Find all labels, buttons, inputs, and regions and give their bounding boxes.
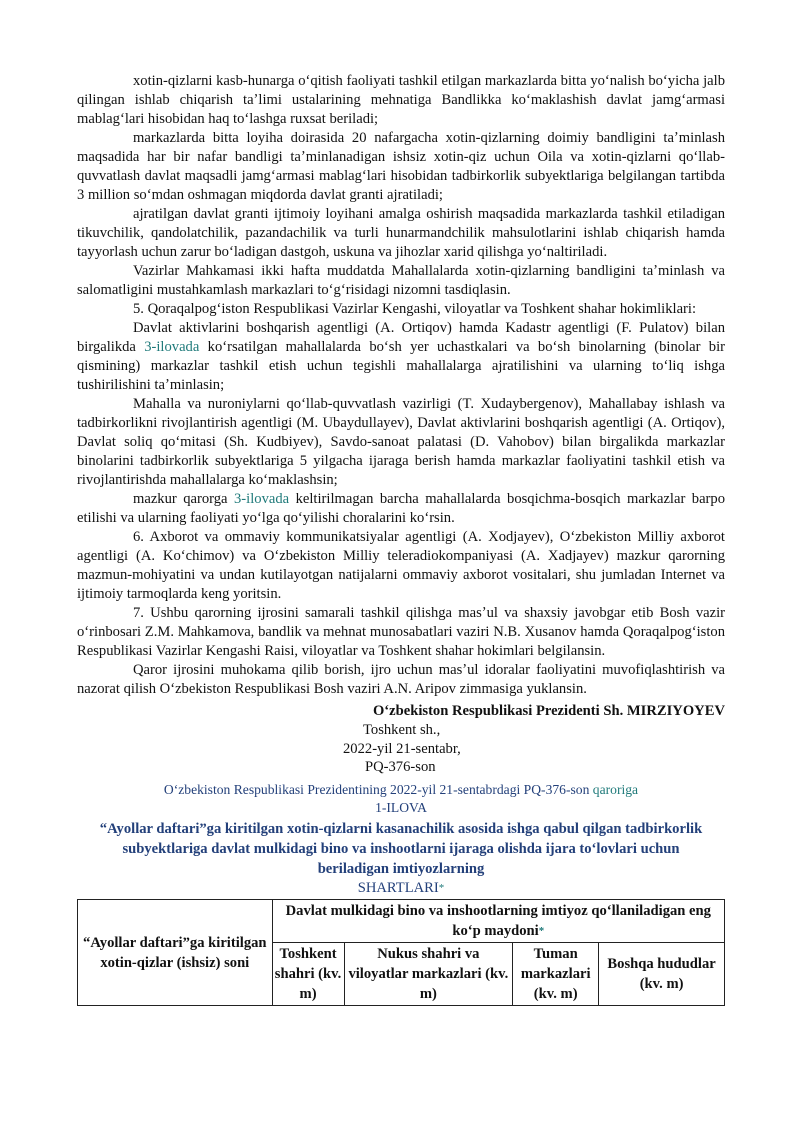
column-header-district-centers: Tuman markazlari (kv. m): [513, 943, 599, 1006]
signature-date: 2022-yil 21-sentabr,: [343, 740, 461, 757]
paragraph: [77, 490, 725, 528]
paragraph: Mahalla va nuroniylarni qoʻllab-quvvatlash vazirligi (T. Xudaybergenov), Mahallabay ishlash va tadbirkorlikni rivojlantirish agentligi (M. Ubaydullayev), Davlat aktivlarini boshqarish agentligi (A. Ortiqov), Davlat soliq qoʻmitasi (Sh. Kudbiyev), Savdo-sanoat palatasi (D. Vahobov) bilan birgalikda markazlar binolarini tadbirkorlik subyektlariga 5 yilgacha ijaraga berish hamda markazlar faoliyatini tashkil etish va rivojlantirishda mahallalarga koʻmaklashsin;: [77, 396, 725, 488]
text: koʻrsatilgan mahallalarda boʻsh yer uchastkalari va boʻsh binolarning (binolar bir qismining) markazlar tashkil etish uchun tegishli mahallalarga ajratilishini va ularning toʻliq ishga tushirilishini taʼminlasin;: [77, 339, 725, 393]
paragraph-item-5: 5. Qoraqalpogʻiston Respublikasi Vazirlar Kengashi, viloyatlar va Toshkent shahar hokimliklari:: [133, 301, 697, 317]
paragraph: markazlarda bitta loyiha doirasida 20 nafargacha xotin-qizlarning doimiy bandligini taʼminlash maqsadida har bir nafar bandligi taʼminlanadigan ishsiz xotin-qiz uchun Oila va xotin-qizlarni qoʻllab-quvvatlash davlat maqsadli jamgʻarmasi mablagʻlari hisobidan tadbirkorlik subyektlariga belgilangan tartibda 3 million soʻmdan oshmagan miqdorda davlat granti ajratiladi;: [77, 130, 725, 203]
text: Davlat aktivlarini boshqarish agentligi (A. Ortiqov) hamda Kadastr agentligi (F. Pulatov) bilan birgalikda: [77, 320, 725, 355]
annex-3-link[interactable]: 3-ilovada: [234, 491, 290, 507]
annex-3-link[interactable]: 3-ilovada: [144, 339, 200, 355]
terms-table: [77, 899, 725, 1006]
column-header-nukus-regions: Nukus shahri va viloyatlar markazlari (kv. m): [344, 943, 513, 1006]
text: mazkur qarorga: [133, 491, 234, 507]
footnote-mark[interactable]: *: [438, 882, 445, 894]
signature-number: PQ-376-son: [365, 759, 436, 775]
annex-reference: [77, 781, 725, 800]
table-header-row: [78, 900, 725, 943]
women-count-header: “Ayollar daftari”ga kiritilgan xotin-qizlar (ishsiz) soni: [78, 900, 273, 1006]
paragraph-item-7: 7. Ushbu qarorning ijrosini samarali tashkil qilishga masʼul va shaxsiy javobgar etib Bosh vazir oʻrinbosari Z.M. Mahkamova, bandlik va mehnat munosabatlari vaziri N.B. Xusanov hamda Qoraqalpogʻiston Respublikasi Vazirlar Kengashi Raisi, viloyatlar va Toshkent shahar hokimlari belgilansin.: [77, 605, 725, 659]
paragraph-item-6: 6. Axborot va ommaviy kommunikatsiyalar agentligi (A. Xodjayev), Oʻzbekiston Milliy axborot agentligi (A. Koʻchimov) va Oʻzbekiston Milliy teleradiokompaniyasi (A. Xadjayev) mazkur qarorning mazmun-mohiyatini va undan kutilayotgan natijalarni ommaviy axborot vositalari, shu jumladan Internet va ijtimoiy tarmoqlarda keng yoritsin.: [77, 529, 725, 602]
paragraph: Vazirlar Mahkamasi ikki hafta muddatda Mahallalarda xotin-qizlarning bandligini taʼminlash va salomatligini mustahkamlash markazlari toʻgʻrisidagi nizomni tasdiqlasin.: [77, 263, 725, 298]
text: keltirilmagan barcha mahallalarda bosqichma-bosqich markazlar barpo etilishi va ularning faoliyati yoʻlga qoʻyilishi choralarini koʻrsin.: [77, 491, 725, 526]
area-group-header-text: Davlat mulkidagi bino va inshootlarning imtiyoz qoʻllaniladigan eng koʻp maydoni: [285, 903, 711, 939]
annex-subtitle: [77, 879, 725, 897]
signature-place: Toshkent sh.,: [363, 722, 441, 738]
signature-title: Oʻzbekiston Respublikasi Prezidenti Sh. MIRZIYOYEV: [372, 703, 725, 719]
footnote-mark[interactable]: *: [538, 925, 545, 937]
annex-reference-text: Oʻzbekiston Respublikasi Prezidentining 2022-yil 21-sentabrdagi PQ-376-son: [163, 781, 593, 797]
annex-title: “Ayollar daftari”ga kiritilgan xotin-qizlarni kasanachilik asosida ishga qabul qilgan tadbirkorlik subyektlariga davlat mulkidagi bino va inshootlarni ijaraga olishda ijara toʻlovlari uchun beriladigan imtiyozlarning: [99, 821, 703, 877]
decree-link[interactable]: qaroriga: [592, 781, 639, 797]
area-group-header: [272, 900, 724, 943]
annex-number: 1-ILOVA: [375, 800, 427, 815]
document-page: [77, 72, 725, 1006]
paragraph: Qaror ijrosini muhokama qilib borish, ijro uchun masʼul idoralar faoliyatini muvofiqlashtirish va nazorat qilish Oʻzbekiston Respublikasi Bosh vaziri A.N. Aripov zimmasiga yuklansin.: [77, 662, 725, 697]
column-header-other-areas: Boshqa hududlar (kv. m): [599, 943, 725, 1006]
paragraph: ajratilgan davlat granti ijtimoiy loyihani amalga oshirish maqsadida markazlarda tashkil etiladigan tikuvchilik, qandolatchilik, pazandachilik va turli hunarmandchilik mahsulotlarini ishlab chiqarish hamda tayyorlash uchun zarur boʻladigan dastgoh, uskuna va jihozlar xarid qilishga yoʻnaltiriladi.: [77, 206, 725, 260]
paragraph: xotin-qizlarni kasb-hunarga oʻqitish faoliyati tashkil etilgan markazlarda bitta yoʻnalish boʻyicha jalb qilingan ishlab chiqarish taʼlimi ustalarining mehnatiga Bandlikka koʻmaklashish davlat jamgʻarmasi mablagʻlari hisobidan haq toʻlashga ruxsat beriladi;: [77, 73, 725, 127]
paragraph: [77, 319, 725, 395]
annex-subtitle-text: SHARTLARI: [357, 880, 439, 896]
column-header-toshkent: Toshkent shahri (kv. m): [272, 943, 344, 1006]
